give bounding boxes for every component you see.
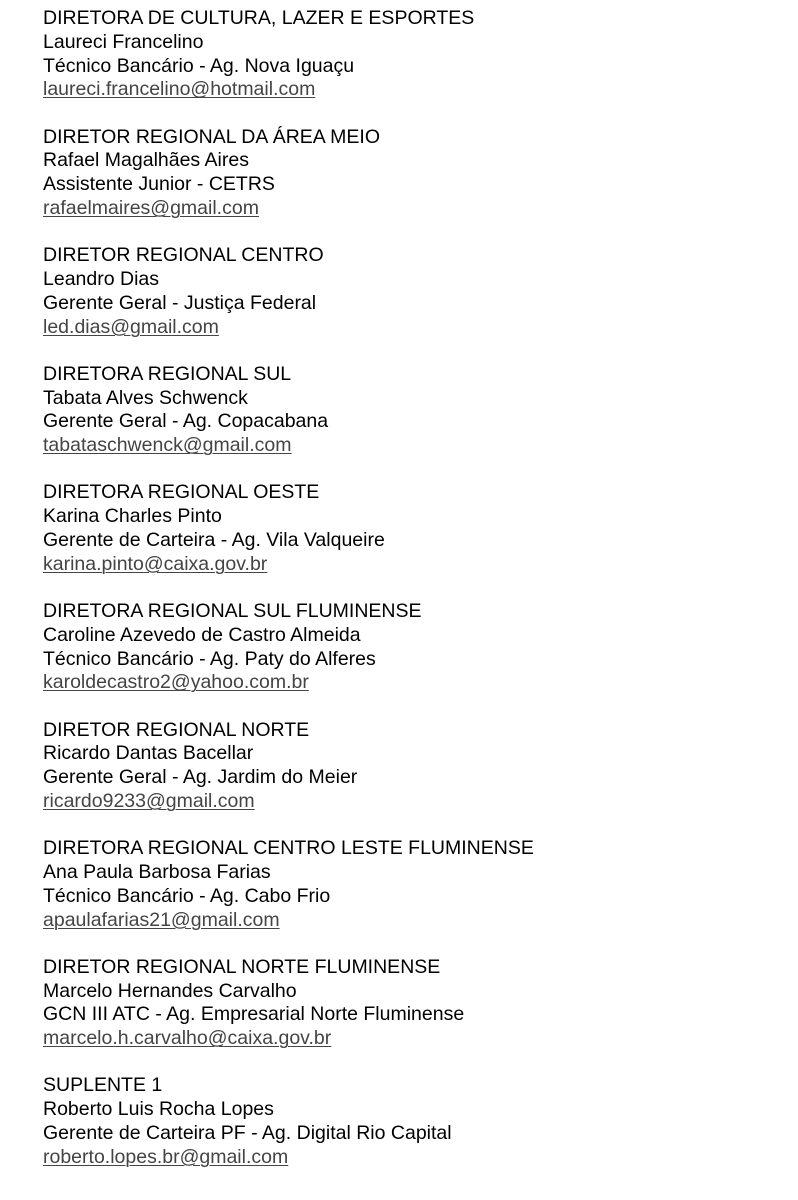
email-link[interactable]: karina.pinto@caixa.gov.br (43, 552, 268, 575)
email-link[interactable]: karoldecastro2@yahoo.com.br (43, 671, 309, 694)
entry-role: Técnico Bancário - Ag. Nova Iguaçu (43, 54, 355, 77)
entry-role: Gerente Geral - Ag. Copacabana (43, 410, 329, 433)
entry-block (43, 600, 783, 719)
entry-title: SUPLENTE 1 (43, 1074, 163, 1097)
entry-block (43, 244, 783, 363)
entry-name: Tabata Alves Schwenck (43, 386, 248, 409)
email-link[interactable]: roberto.lopes.br@gmail.com (43, 1145, 289, 1168)
entry-block (43, 956, 783, 1075)
entry-role: Gerente Geral - Ag. Jardim do Meier (43, 766, 358, 789)
document-body (43, 7, 783, 1193)
entry-role: Gerente Geral - Justiça Federal (43, 291, 317, 314)
entry-title: DIRETORA REGIONAL CENTRO LESTE FLUMINENSE (43, 837, 534, 860)
entry-role: Técnico Bancário - Ag. Paty do Alferes (43, 647, 376, 670)
entry-role: Técnico Bancário - Ag. Cabo Frio (43, 884, 331, 907)
entry-block (43, 1074, 783, 1193)
email-link[interactable]: led.dias@gmail.com (43, 315, 219, 338)
entry-block (43, 481, 783, 600)
entry-name: Marcelo Hernandes Carvalho (43, 979, 297, 1002)
email-link[interactable]: laureci.francelino@hotmail.com (43, 78, 316, 101)
entry-title: DIRETOR REGIONAL DA ÁREA MEIO (43, 125, 380, 148)
entry-title: DIRETORA REGIONAL OESTE (43, 481, 320, 504)
email-link[interactable]: ricardo9233@gmail.com (43, 789, 255, 812)
entry-title: DIRETORA REGIONAL SUL (43, 362, 292, 385)
entry-title: DIRETORA DE CULTURA, LAZER E ESPORTES (43, 7, 475, 29)
entry-title: DIRETOR REGIONAL NORTE (43, 718, 310, 741)
entry-role: Gerente de Carteira - Ag. Vila Valqueire (43, 528, 385, 551)
entry-title: DIRETOR REGIONAL CENTRO (43, 244, 324, 267)
entry-name: Ricardo Dantas Bacellar (43, 742, 254, 765)
email-link[interactable]: marcelo.h.carvalho@caixa.gov.br (43, 1027, 332, 1050)
email-link[interactable]: rafaelmaires@gmail.com (43, 196, 259, 219)
entry-role: GCN III ATC - Ag. Empresarial Norte Fluminense (43, 1003, 465, 1026)
entry-role: Assistente Junior - CETRS (43, 173, 275, 196)
email-link[interactable]: tabataschwenck@gmail.com (43, 434, 292, 457)
entry-name: Rafael Magalhães Aires (43, 149, 249, 172)
entry-title: DIRETOR REGIONAL NORTE FLUMINENSE (43, 955, 441, 978)
entry-name: Karina Charles Pinto (43, 505, 222, 528)
entry-name: Caroline Azevedo de Castro Almeida (43, 623, 361, 646)
entry-block (43, 837, 783, 956)
entry-block (43, 126, 783, 245)
entry-name: Leandro Dias (43, 267, 159, 290)
entry-block (43, 363, 783, 482)
entry-name: Ana Paula Barbosa Farias (43, 860, 271, 883)
email-link[interactable]: apaulafarias21@gmail.com (43, 908, 280, 931)
entry-name: Roberto Luis Rocha Lopes (43, 1098, 274, 1121)
entry-title: DIRETORA REGIONAL SUL FLUMINENSE (43, 599, 422, 622)
entry-role: Gerente de Carteira PF - Ag. Digital Rio Capital (43, 1121, 452, 1144)
entry-block (43, 7, 783, 126)
entry-name: Laureci Francelino (43, 30, 204, 53)
entry-block (43, 719, 783, 838)
